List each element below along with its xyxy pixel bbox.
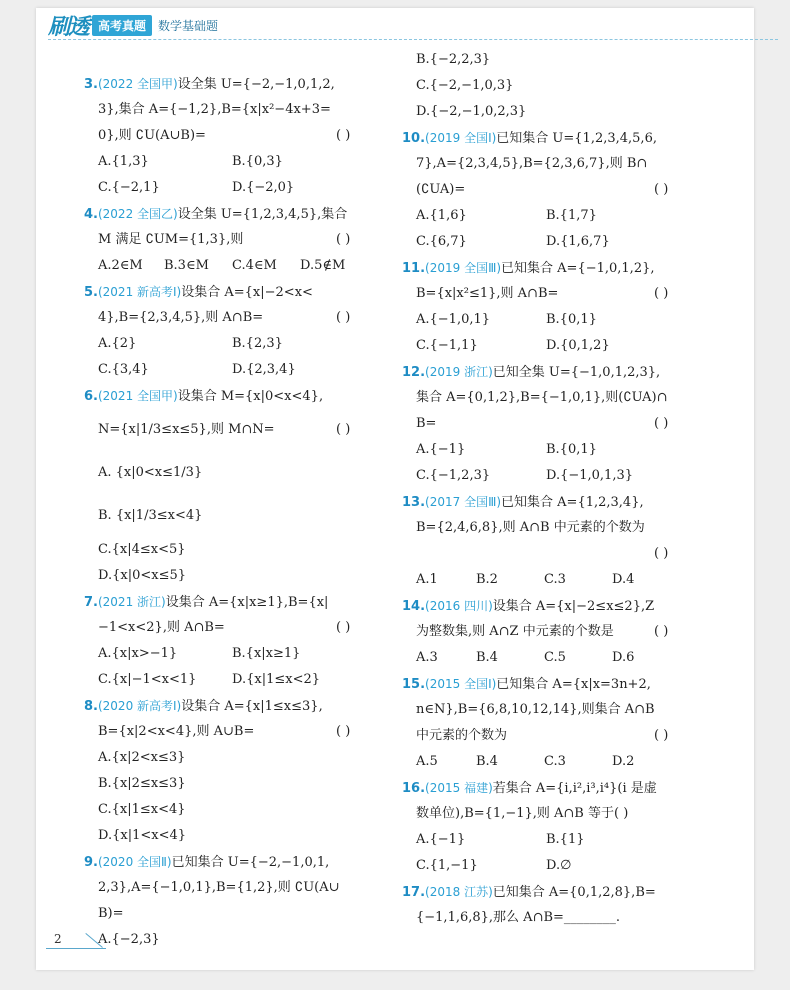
answer-option: B.4 — [476, 754, 498, 769]
answer-parentheses: ( ) — [336, 232, 351, 247]
answer-option: C.{3,4} — [98, 362, 149, 377]
question-source: (2018 江苏) — [425, 885, 493, 899]
question-source: (2021 全国甲) — [97, 389, 178, 403]
question-line — [98, 931, 160, 949]
question-text: 设集合 M={x|0<x<4}, — [177, 389, 324, 404]
question-first-line — [84, 593, 328, 612]
question-first-line — [84, 387, 323, 406]
page-header — [48, 12, 218, 38]
question-text: C.{−2,−1,0,3} — [416, 78, 514, 93]
question-first-line — [402, 129, 657, 148]
question-text: {−1,1,6,8},那么 A∩B=________. — [416, 910, 621, 925]
question-line — [98, 541, 186, 559]
question-number: 13. — [402, 495, 426, 510]
question-number: 7. — [84, 595, 98, 610]
answer-option: C.{−1,2,3} — [416, 468, 491, 483]
question-line — [416, 623, 614, 641]
answer-option: A.{−1,0,1} — [416, 312, 491, 327]
question-line — [98, 723, 254, 741]
question-text: B)= — [98, 906, 124, 921]
question-line — [98, 567, 186, 585]
question-source: (2017 全国Ⅲ) — [425, 495, 502, 509]
answer-option: C.{−2,1} — [98, 180, 160, 195]
question-line — [98, 905, 124, 923]
question-first-line — [402, 675, 651, 694]
question-text: 4},B={2,3,4,5},则 A∩B= — [98, 310, 264, 325]
answer-parentheses: ( ) — [336, 422, 351, 437]
question-number: 10. — [402, 131, 426, 146]
question-line — [98, 827, 186, 845]
answer-parentheses: ( ) — [654, 286, 669, 301]
question-text: 数单位),B={1,−1},则 A∩B 等于( ) — [416, 806, 629, 821]
question-text: B={x|x²≤1},则 A∩B= — [416, 286, 559, 301]
answer-option: A.{2} — [98, 336, 137, 351]
question-text: 7},A={2,3,4,5},B={2,3,6,7},则 B∩ — [416, 156, 648, 171]
question-source: (2021 新高考Ⅰ) — [97, 285, 182, 299]
question-line — [98, 801, 186, 819]
question-text: B= — [416, 416, 437, 431]
question-text: 设全集 U={1,2,3,4,5},集合 — [177, 207, 348, 222]
question-source: (2020 新高考Ⅰ) — [97, 699, 182, 713]
question-number: 14. — [402, 599, 426, 614]
question-line — [98, 619, 225, 637]
question-first-line — [402, 883, 656, 902]
question-text: 已知集合 U={1,2,3,4,5,6, — [496, 131, 657, 146]
question-line — [416, 155, 647, 173]
answer-option: D.6 — [612, 650, 635, 665]
question-text: C.{x|4≤x<5} — [98, 542, 186, 557]
answer-option: C.5 — [544, 650, 566, 665]
question-text: 设全集 U={−2,−1,0,1,2, — [177, 77, 335, 92]
question-text: 若集合 A={i,i²,i³,i⁴}(i 是虚 — [492, 781, 657, 796]
question-text: 中元素的个数为 — [416, 728, 508, 743]
question-line — [416, 103, 526, 121]
answer-option: D.{0,1,2} — [546, 338, 610, 353]
answer-option: A.3 — [416, 650, 438, 665]
question-source: (2022 全国乙) — [97, 207, 178, 221]
question-first-line — [402, 493, 644, 512]
question-line — [98, 309, 263, 327]
question-text: 已知集合 A={−1,0,1,2}, — [501, 261, 655, 276]
answer-option: B.2 — [476, 572, 498, 587]
question-line — [416, 909, 620, 927]
question-first-line — [84, 697, 323, 716]
question-line — [98, 749, 185, 767]
answer-option: D.{x|1≤x<2} — [232, 672, 321, 687]
question-source: (2015 福建) — [425, 781, 493, 795]
answer-option: D.{−2,0} — [232, 180, 295, 195]
answer-option: A.{x|x>−1} — [98, 646, 178, 661]
answer-option: C.3 — [544, 572, 566, 587]
question-first-line — [402, 597, 654, 616]
question-source: (2020 全国Ⅱ) — [97, 855, 172, 869]
question-text: 已知集合 A={x|x=3n+2, — [496, 677, 651, 692]
question-text: 集合 A={0,1,2},B={−1,0,1},则(∁UA)∩ — [416, 390, 668, 405]
question-line — [416, 51, 490, 69]
question-number: 11. — [402, 261, 426, 276]
question-number: 16. — [402, 781, 426, 796]
question-text: 已知集合 A={1,2,3,4}, — [501, 495, 644, 510]
question-line — [416, 181, 465, 199]
question-first-line — [402, 779, 657, 798]
answer-parentheses: ( ) — [336, 128, 351, 143]
question-number: 9. — [84, 855, 98, 870]
answer-option: B.{1,7} — [546, 208, 597, 223]
question-text: B.{x|2≤x≤3} — [98, 776, 186, 791]
question-line — [98, 507, 202, 525]
answer-option: A.{1,3} — [98, 154, 149, 169]
answer-parentheses: ( ) — [654, 416, 669, 431]
question-line — [416, 389, 668, 407]
question-text: D.{x|1<x<4} — [98, 828, 187, 843]
answer-option: C.4∈M — [232, 258, 277, 273]
question-first-line — [84, 283, 313, 302]
question-number: 6. — [84, 389, 98, 404]
series-logo: 刷透 — [48, 13, 89, 40]
question-text: 3},集合 A={−1,2},B={x|x²−4x+3= — [98, 102, 331, 117]
question-text: 已知全集 U={−1,0,1,2,3}, — [492, 365, 661, 380]
question-number: 17. — [402, 885, 426, 900]
answer-option: B.{x|x≥1} — [232, 646, 301, 661]
question-text: C.{x|1≤x<4} — [98, 802, 186, 817]
question-text: B.{−2,2,3} — [416, 52, 491, 67]
answer-option: A.2∈M — [98, 258, 143, 273]
question-line — [98, 127, 206, 145]
answer-option: A.{1,6} — [416, 208, 467, 223]
answer-option: B.{1} — [546, 832, 585, 847]
answer-option: D.{−1,0,1,3} — [546, 468, 634, 483]
question-number: 4. — [84, 207, 98, 222]
answer-option: B.{2,3} — [232, 336, 283, 351]
answer-option: C.{−1,1} — [416, 338, 478, 353]
answer-option: C.{1,−1} — [416, 858, 478, 873]
answer-option: D.4 — [612, 572, 635, 587]
question-text: 0},则 ∁U(A∪B)= — [98, 128, 206, 143]
question-line — [416, 285, 558, 303]
question-line — [98, 879, 340, 897]
question-line — [98, 101, 331, 119]
question-number: 3. — [84, 77, 98, 92]
answer-option: D.{1,6,7} — [546, 234, 610, 249]
question-source: (2019 浙江) — [425, 365, 493, 379]
question-text: 2,3},A={−1,0,1},B={1,2},则 ∁U(A∪ — [98, 880, 340, 895]
answer-option: A.{−1} — [416, 442, 466, 457]
question-text: A.{x|2<x≤3} — [98, 750, 186, 765]
answer-parentheses: ( ) — [336, 310, 351, 325]
question-number: 5. — [84, 285, 98, 300]
question-source: (2021 浙江) — [97, 595, 166, 609]
question-source: (2019 全国Ⅲ) — [425, 261, 502, 275]
question-text: M 满足 ∁UM={1,3},则 — [98, 232, 244, 247]
question-line — [416, 701, 655, 719]
page-number: 2 — [54, 932, 62, 946]
question-text: A. {x|0<x≤1/3} — [98, 465, 203, 480]
question-line — [98, 464, 202, 482]
question-line — [416, 77, 513, 95]
answer-option: B.3∈M — [164, 258, 209, 273]
question-text: B. {x|1/3≤x<4} — [98, 508, 203, 523]
answer-option: D.2 — [612, 754, 635, 769]
answer-option: C.{x|−1<x<1} — [98, 672, 197, 687]
page-number-underline — [46, 948, 106, 949]
question-line — [416, 415, 436, 433]
question-line — [416, 805, 628, 823]
question-first-line — [402, 363, 660, 382]
question-text: 设集合 A={x|−2≤x≤2},Z — [492, 599, 655, 614]
question-text: B={2,4,6,8},则 A∩B 中元素的个数为 — [416, 520, 645, 535]
question-source: (2022 全国甲) — [97, 77, 178, 91]
answer-option: C.3 — [544, 754, 566, 769]
answer-parentheses: ( ) — [654, 624, 669, 639]
question-text: 设集合 A={x|x≥1},B={x| — [165, 595, 329, 610]
question-line — [416, 727, 507, 745]
answer-option: B.{0,1} — [546, 442, 597, 457]
question-text: D.{−2,−1,0,2,3} — [416, 104, 527, 119]
question-number: 8. — [84, 699, 98, 714]
question-source: (2015 全国Ⅰ) — [425, 677, 497, 691]
answer-option: D.{2,3,4} — [232, 362, 296, 377]
question-text: 已知集合 U={−2,−1,0,1, — [171, 855, 330, 870]
question-text: n∈N},B={6,8,10,12,14},则集合 A∩B — [416, 702, 655, 717]
question-number: 12. — [402, 365, 426, 380]
answer-parentheses: ( ) — [654, 182, 669, 197]
question-first-line — [84, 853, 329, 872]
question-text: 设集合 A={x|−2<x< — [181, 285, 313, 300]
header-divider — [48, 39, 778, 40]
question-text: 已知集合 A={0,1,2,8},B= — [492, 885, 656, 900]
answer-option: D.5∉M — [300, 258, 346, 273]
question-first-line — [84, 75, 335, 94]
answer-option: A.{−1} — [416, 832, 466, 847]
question-line — [98, 421, 275, 439]
answer-parentheses: ( ) — [336, 620, 351, 635]
answer-option: B.{0,1} — [546, 312, 597, 327]
question-source: (2016 四川) — [425, 599, 493, 613]
question-source: (2019 全国Ⅰ) — [425, 131, 497, 145]
answer-option: C.{6,7} — [416, 234, 467, 249]
question-text: 为整数集,则 A∩Z 中元素的个数是 — [416, 624, 614, 639]
answer-option: B.4 — [476, 650, 498, 665]
question-text: A.{−2,3} — [98, 932, 160, 947]
question-first-line — [402, 259, 655, 278]
answer-parentheses: ( ) — [654, 546, 669, 561]
question-text: B={x|2<x<4},则 A∪B= — [98, 724, 255, 739]
answer-parentheses: ( ) — [336, 724, 351, 739]
header-subtitle: 数学基础题 — [158, 18, 219, 33]
answer-option: D.∅ — [546, 858, 572, 873]
question-text: (∁UA)= — [416, 182, 466, 197]
question-text: N={x|1/3≤x≤5},则 M∩N= — [98, 422, 275, 437]
question-text: 设集合 A={x|1≤x≤3}, — [181, 699, 323, 714]
answer-option: B.{0,3} — [232, 154, 283, 169]
question-text: −1<x<2},则 A∩B= — [98, 620, 225, 635]
header-badge: 高考真题 — [92, 15, 152, 36]
question-line — [98, 231, 243, 249]
question-first-line — [84, 205, 347, 224]
answer-parentheses: ( ) — [654, 728, 669, 743]
question-number: 15. — [402, 677, 426, 692]
question-line — [416, 519, 645, 537]
answer-option: A.5 — [416, 754, 438, 769]
question-line — [98, 775, 186, 793]
question-text: D.{x|0<x≤5} — [98, 568, 187, 583]
answer-option: A.1 — [416, 572, 438, 587]
